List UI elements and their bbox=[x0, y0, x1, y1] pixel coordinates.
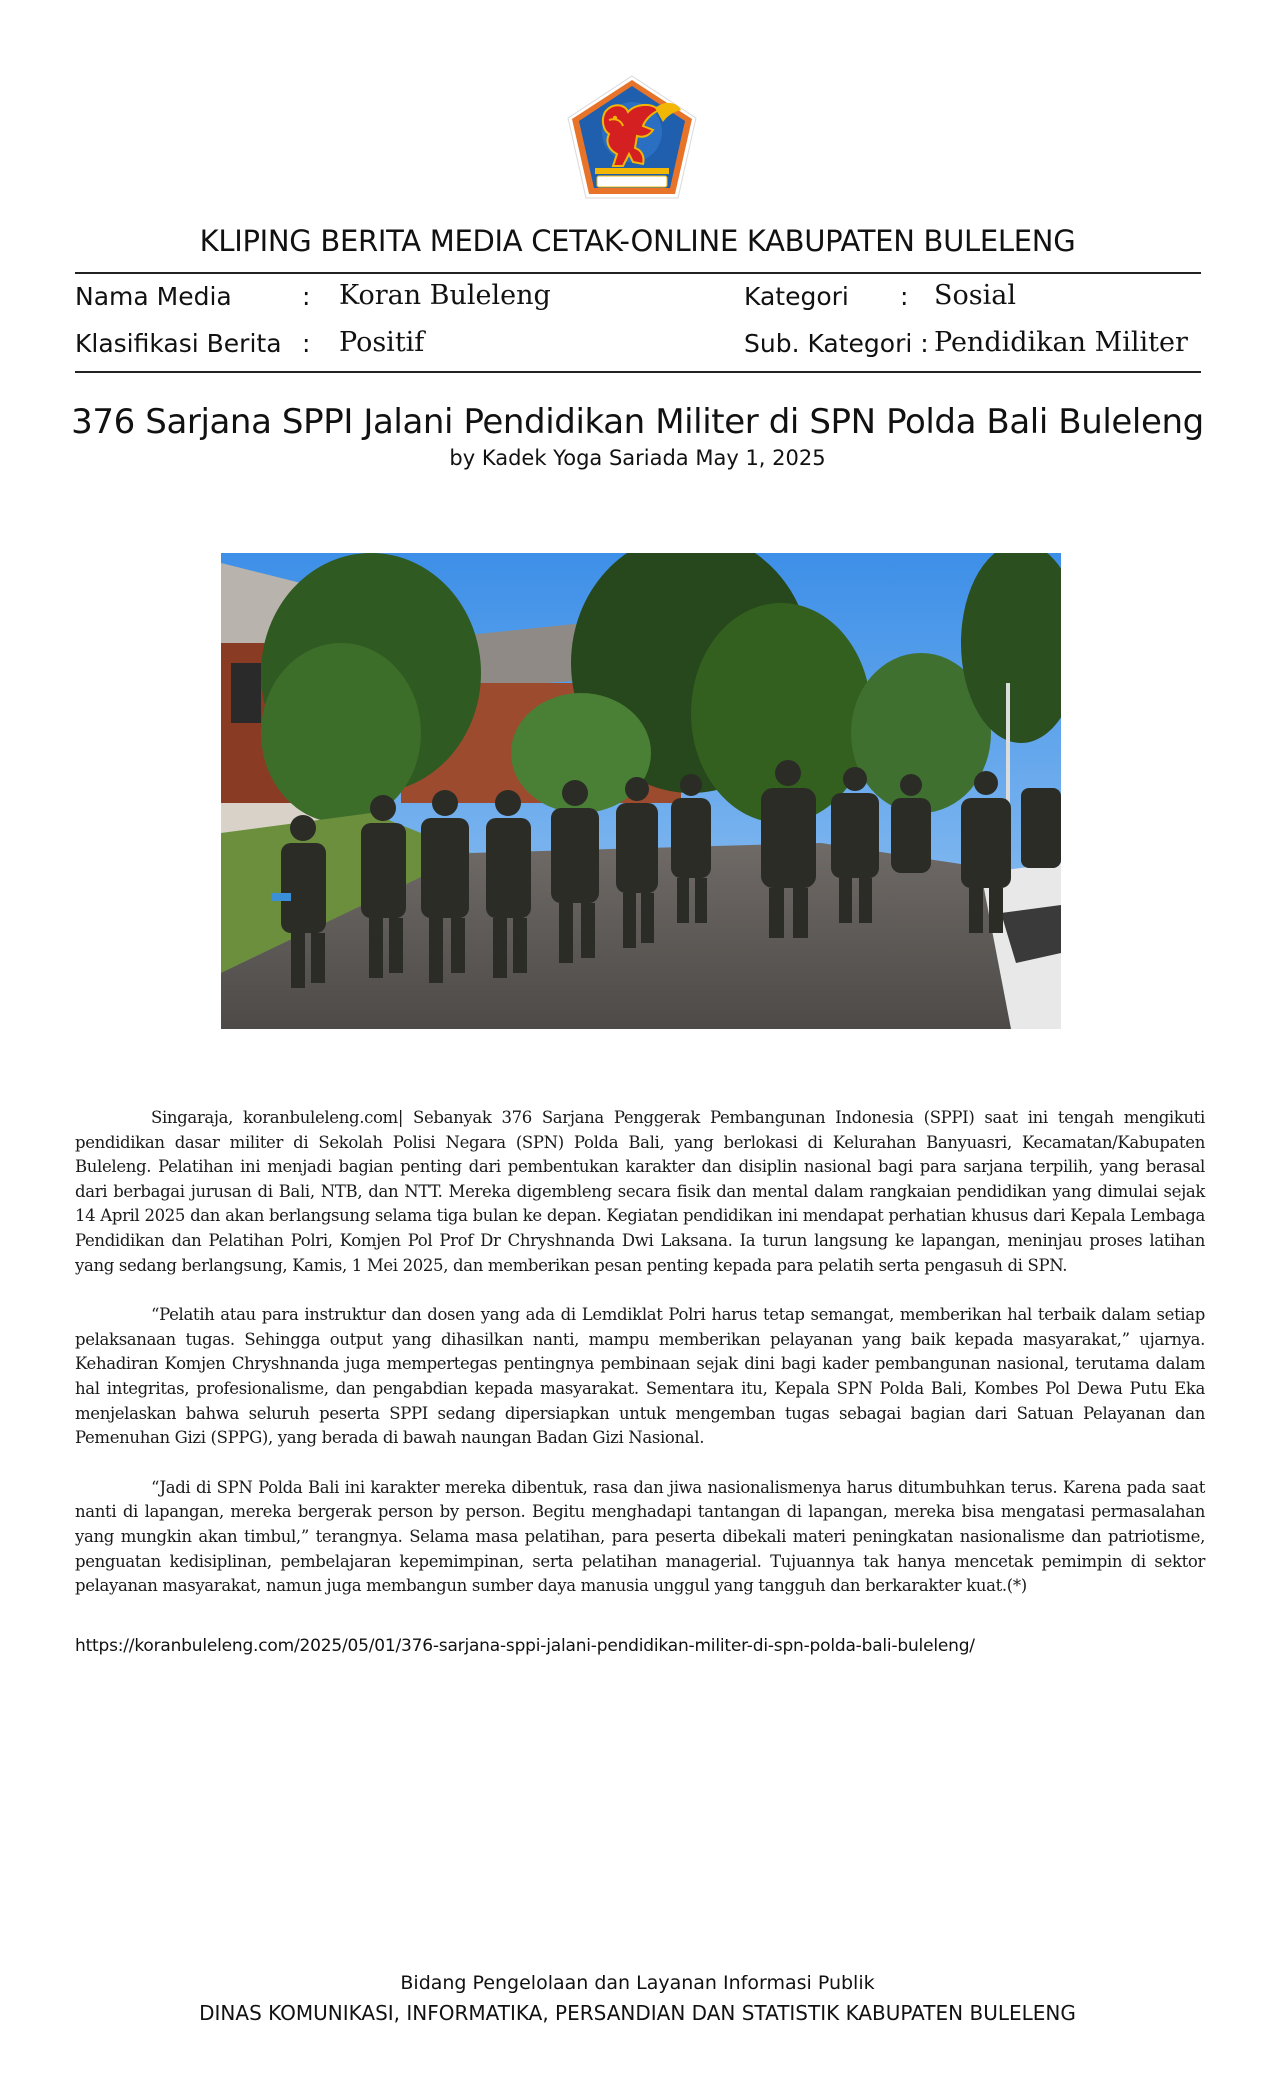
article-paragraph-1: Singaraja, koranbuleleng.com| Sebanyak 376 Sarjana Penggerak Pembangunan Indonesia (SPPI) saat ini tengah mengikuti pendidikan dasar militer di Sekolah Polisi Negara (SPN) Polda Bali, yang berlokasi di Kelurahan Banyuasri, Kecamatan/Kabupaten Buleleng. Pelatihan ini menjadi bagian penting dari pembentukan karakter dan disiplin nasional bagi para sarjana terpilih, yang berasal dari berbagai jurusan di Bali, NTB, dan NTT. Mereka digembleng secara fisik dan mental dalam rangkaian pendidikan yang dimulai sejak 14 April 2025 dan akan berlangsung selama tiga bulan ke depan. Kegiatan pendidikan ini mendapat perhatian khusus dari Kepala Lembaga Pendidikan dan Pelatihan Polri, Komjen Pol Prof Dr Chryshnanda Dwi Laksana. Ia turun langsung ke lapangan, meninjau proses latihan yang sedang berlangsung, Kamis, 1 Mei 2025, dan memberikan pesan penting kepada para pelatih serta pengasuh di SPN. bbox=[75, 1108, 1205, 1275]
category-value: Sosial bbox=[934, 280, 1016, 311]
subcategory-value: Pendidikan Militer bbox=[934, 327, 1188, 358]
article-photo bbox=[221, 553, 1061, 1029]
article-byline: by Kadek Yoga Sariada May 1, 2025 bbox=[449, 446, 826, 470]
subcategory-label: Sub. Kategori : bbox=[744, 329, 929, 358]
footer-department: Bidang Pengelolaan dan Layanan Informasi Publik bbox=[400, 1972, 875, 1994]
news-classification-separator: : bbox=[302, 329, 311, 358]
category-separator: : bbox=[900, 282, 909, 311]
article-body bbox=[75, 1106, 1205, 1624]
media-name-separator: : bbox=[302, 282, 311, 311]
news-classification-value: Positif bbox=[339, 327, 425, 358]
clipping-header-title: KLIPING BERITA MEDIA CETAK-ONLINE KABUPATEN BULELENG bbox=[199, 224, 1076, 258]
header-top-rule bbox=[75, 272, 1201, 274]
article-paragraph-3: “Jadi di SPN Polda Bali ini karakter mereka dibentuk, rasa dan jiwa nasionalismenya harus ditumbuhkan terus. Karena pada saat nanti di lapangan, mereka bergerak person by person. Begitu menghadapi tantangan di lapangan, mereka bisa mengatasi permasalahan yang mungkin akan timbul,” terangnya. Selama masa pelatihan, para peserta dibekali materi peningkatan nasionalisme dan patriotisme, penguatan kedisiplinan, pembelajaran kepemimpinan, serta pelatihan managerial. Tujuannya tak hanya mencetak pemimpin di sektor pelayanan masyarakat, namun juga membangun sumber daya manusia unggul yang tangguh dan berkarakter kuat.(*) bbox=[75, 1477, 1205, 1596]
article-title: 376 Sarjana SPPI Jalani Pendidikan Militer di SPN Polda Bali Buleleng bbox=[71, 402, 1204, 442]
footer-agency: DINAS KOMUNIKASI, INFORMATIKA, PERSANDIAN DAN STATISTIK KABUPATEN BULELENG bbox=[199, 2001, 1076, 2025]
media-name-label: Nama Media bbox=[75, 282, 232, 311]
news-classification-label: Klasifikasi Berita bbox=[75, 329, 282, 358]
header-bottom-rule bbox=[75, 371, 1201, 373]
article-source-url: https://koranbuleleng.com/2025/05/01/376-sarjana-sppi-jalani-pendidikan-militer-di-spn-polda-bali-buleleng/ bbox=[75, 1636, 975, 1656]
media-name-value: Koran Buleleng bbox=[339, 280, 551, 311]
buleleng-regency-logo bbox=[565, 74, 699, 202]
article-paragraph-2: “Pelatih atau para instruktur dan dosen yang ada di Lemdiklat Polri harus tetap semangat, memberikan hal terbaik dalam setiap pelaksanaan tugas. Sehingga output yang dihasilkan nanti, mampu memberikan pelayanan yang baik kepada masyarakat,” ujarnya. Kehadiran Komjen Chryshnanda juga mempertegas pentingnya pembinaan sejak dini bagi kader pembangunan nasional, terutama dalam hal integritas, profesionalisme, dan pengabdian kepada masyarakat. Sementara itu, Kepala SPN Polda Bali, Kombes Pol Dewa Putu Eka menjelaskan bahwa seluruh peserta SPPI sedang dipersiapkan untuk mengemban tugas sebagai bagian dari Satuan Pelayanan dan Pemenuhan Gizi (SPPG), yang berada di bawah naungan Badan Gizi Nasional. bbox=[75, 1305, 1205, 1448]
category-label: Kategori bbox=[744, 282, 849, 311]
